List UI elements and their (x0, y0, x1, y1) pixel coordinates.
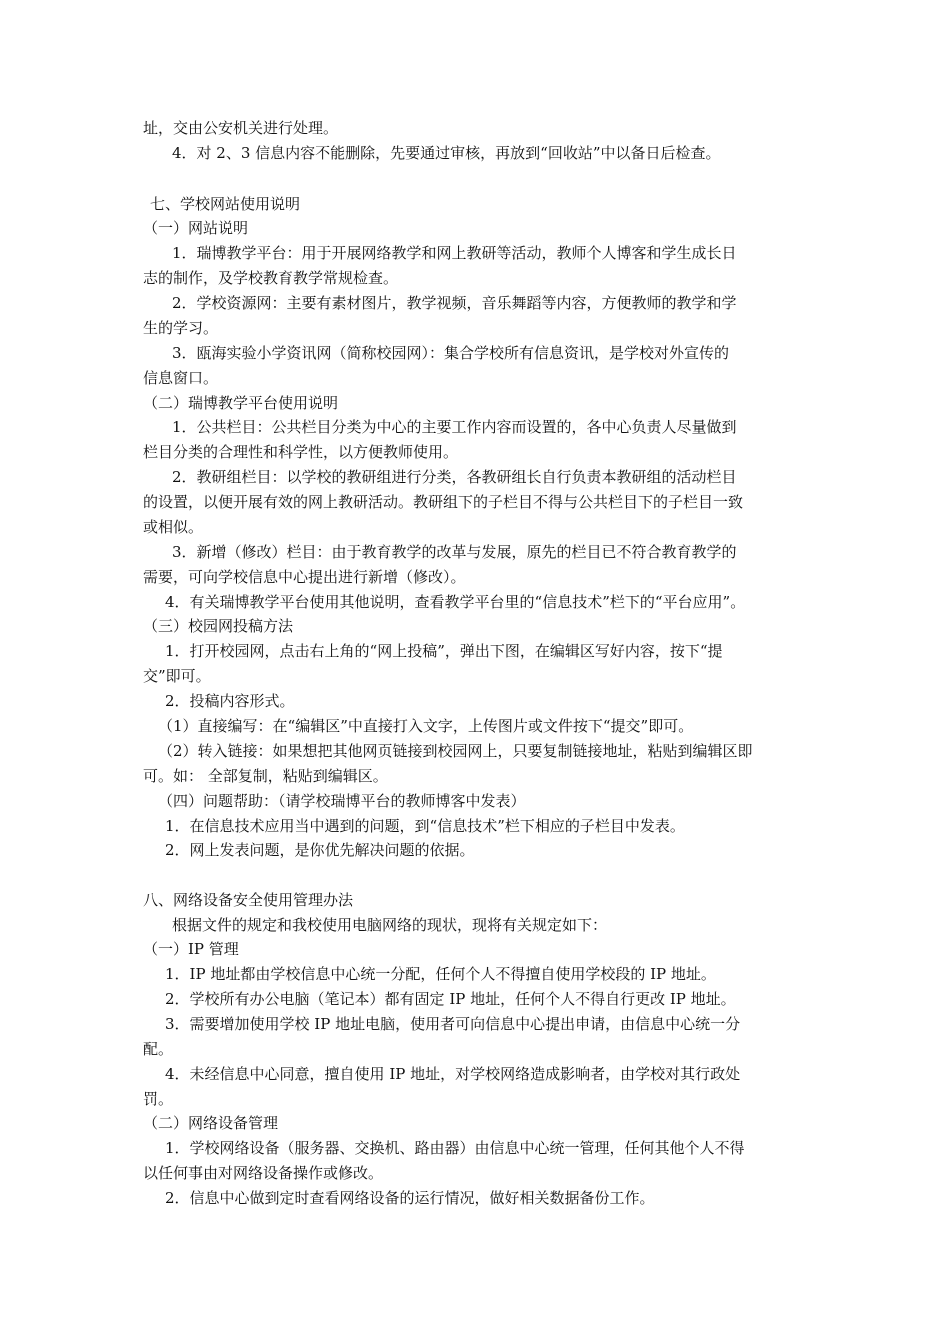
text-line: 2．教研组栏目：以学校的教研组进行分类，各教研组长自行负责本教研组的活动栏目 (172, 468, 737, 486)
text-line: 交”即可。 (143, 667, 211, 685)
section-heading: 七、学校网站使用说明 (150, 195, 301, 213)
text-line: 志的制作，及学校教育教学常规检查。 (143, 269, 399, 287)
text-line: 或相似。 (143, 518, 204, 536)
text-line: 2．学校资源网：主要有素材图片，教学视频，音乐舞蹈等内容，方便教师的教学和学 (172, 294, 737, 312)
text-line: 2．信息中心做到定时查看网络设备的运行情况，做好相关数据备份工作。 (165, 1189, 655, 1207)
text-line: 3．新增（修改）栏目：由于教育教学的改革与发展，原先的栏目已不符合教育教学的 (172, 543, 737, 561)
text-line: 4．有关瑞博教学平台使用其他说明，查看教学平台里的“信息技术”栏下的“平台应用”。 (165, 593, 746, 611)
text-line: 1．IP 地址都由学校信息中心统一分配，任何个人不得擅自使用学校段的 IP 地址。 (165, 965, 716, 983)
section-heading: 八、网络设备安全使用管理办法 (143, 891, 354, 909)
text-line: 可。如： 全部复制，粘贴到编辑区。 (143, 767, 388, 785)
text-line: 2．网上发表问题，是你优先解决问题的依据。 (165, 841, 475, 859)
text-line: 罚。 (143, 1090, 174, 1108)
text-line: 栏目分类的合理性和科学性，以方便教师使用。 (143, 443, 459, 461)
text-line: 3．瓯海实验小学资讯网（简称校园网）：集合学校所有信息资讯，是学校对外宣传的 (172, 344, 730, 362)
text-line: 生的学习。 (143, 319, 219, 337)
subsection-heading: （二）瑞博教学平台使用说明 (143, 394, 339, 412)
text-line: 3．需要增加使用学校 IP 地址电脑，使用者可向信息中心提出申请，由信息中心统一分 (165, 1015, 741, 1033)
text-line: 1．打开校园网，点击右上角的“网上投稿”，弹出下图，在编辑区写好内容，按下“提 (165, 642, 723, 660)
text-line: 2．学校所有办公电脑（笔记本）都有固定 IP 地址，任何个人不得自行更改 IP 地址。 (165, 990, 736, 1008)
subsection-heading: （三）校园网投稿方法 (143, 617, 294, 635)
text-line: 1．公共栏目：公共栏目分类为中心的主要工作内容而设置的，各中心负责人尽量做到 (172, 418, 737, 436)
text-line: 需要，可向学校信息中心提出进行新增（修改）。 (143, 568, 466, 586)
subsection-heading: （四）问题帮助：（请学校瑞博平台的教师博客中发表） (158, 792, 526, 810)
text-line: 信息窗口。 (143, 369, 219, 387)
text-line: 址，交由公安机关进行处理。 (143, 119, 339, 137)
subsection-heading: （一）网站说明 (143, 219, 249, 237)
subsection-heading: （二）网络设备管理 (143, 1114, 279, 1132)
text-line: 根据文件的规定和我校使用电脑网络的现状，现将有关规定如下： (172, 916, 608, 934)
text-line: （2）转入链接：如果想把其他网页链接到校园网上，只要复制链接地址，粘贴到编辑区即 (158, 742, 753, 760)
text-line: 4．未经信息中心同意，擅自使用 IP 地址，对学校网络造成影响者，由学校对其行政处 (165, 1065, 741, 1083)
text-line: 的设置，以便开展有效的网上教研活动。教研组下的子栏目不得与公共栏目下的子栏目一致 (143, 493, 744, 511)
text-line: 1．在信息技术应用当中遇到的问题，到“信息技术”栏下相应的子栏目中发表。 (165, 817, 685, 835)
text-line: 配。 (143, 1040, 174, 1058)
text-line: 1．学校网络设备（服务器、交换机、路由器）由信息中心统一管理，任何其他个人不得 (165, 1139, 745, 1157)
text-line: 4．对 2、3 信息内容不能删除，先要通过审核，再放到“回收站”中以备日后检查。 (172, 144, 721, 162)
text-line: 2．投稿内容形式。 (165, 692, 295, 710)
text-line: 以任何事由对网络设备操作或修改。 (143, 1164, 384, 1182)
text-line: （1）直接编写：在“编辑区”中直接打入文字，上传图片或文件按下“提交”即可。 (158, 717, 694, 735)
subsection-heading: （一）IP 管理 (143, 940, 239, 958)
text-line: 1．瑞博教学平台：用于开展网络教学和网上教研等活动，教师个人博客和学生成长日 (172, 244, 737, 262)
